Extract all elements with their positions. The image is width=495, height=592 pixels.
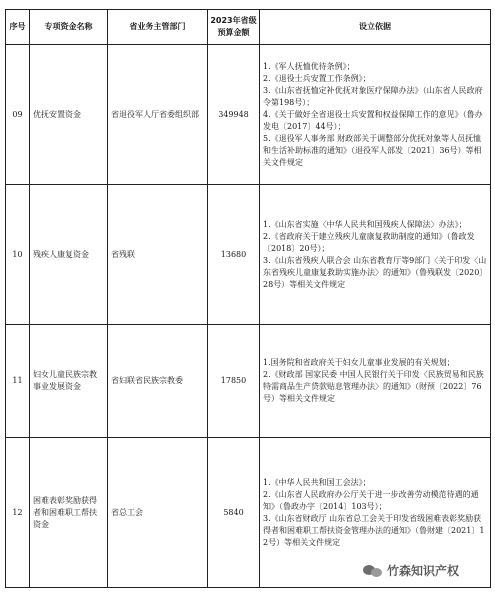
header-row	[6, 10, 491, 45]
basis-item: 3.《山东省抚恤定补优抚对象医疗保障办法》（山东省人民政府令第198号）；	[263, 85, 483, 107]
row-budget: 349948	[208, 45, 260, 185]
row-budget: 5840	[208, 438, 260, 588]
basis-item: 3.《山东省残疾人联合会 山东省教育厅等9部门〈关于印发〈山东省残疾儿童康复救助实施办法〉的通知》（鲁残联发〔2020〕28号）等相关文件规定	[263, 255, 487, 289]
table-row	[6, 325, 491, 438]
row-no: 11	[6, 325, 30, 438]
row-basis	[260, 45, 491, 185]
basis-item: 5.《退役军人事务部 财政部关于调整部分优抚对象等人员抚恤和生活补助标准的通知》（退役军人部发〔2021〕36号）等相关文件规定	[263, 133, 482, 167]
row-dept: 省总工会	[108, 438, 208, 588]
header-budget: 2023年省级预算金额	[208, 10, 260, 45]
row-dept: 省妇联省民族宗教委	[108, 325, 208, 438]
row-no: 12	[6, 438, 30, 588]
row-name: 残疾人康复资金	[30, 185, 108, 325]
basis-item: 3.《山东省财政厅 山东省总工会关于印发省级困难表彰奖励获得者和困难职工帮扶资金管理办法的通知》（鲁财建〔2021〕12号）等相关文件规定	[263, 513, 485, 547]
watermark-text: 竹森知识产权	[387, 564, 460, 578]
table-row	[6, 185, 491, 325]
header-name: 专项资金名称	[30, 10, 108, 45]
row-name: 妇女儿童民族宗教事业发展资金	[30, 325, 108, 438]
row-name: 困难表彰奖励获得者和困难职工帮扶资金	[30, 438, 108, 588]
watermark	[363, 562, 459, 579]
row-dept: 省残联	[108, 185, 208, 325]
header-no: 序号	[6, 10, 30, 45]
row-basis	[260, 185, 491, 325]
row-no: 09	[6, 45, 30, 185]
wechat-icon	[363, 563, 383, 579]
basis-item: 2.《财政部 国家民委 中国人民银行关于印发〈民族贸易和民族特需商品生产贷款贴息管理办法〉的通知》（财预〔2022〕76号）等相关文件规定	[263, 370, 484, 403]
row-name: 优抚安置资金	[30, 45, 108, 185]
row-basis	[260, 325, 491, 438]
basis-item: 1.《山东省实施〈中华人民共和国残疾人保障法〉办法》；	[263, 219, 467, 229]
basis-item: 1.国务院和省政府关于妇女儿童事业发展的有关规划；	[263, 358, 455, 367]
basis-item: 2.《山东省人民政府办公厅关于进一步改善劳动模范待遇的通知》（鲁政办字〔2014〕103号）；	[263, 489, 479, 511]
basis-item: 1.《军人抚恤优待条例》；	[263, 61, 355, 71]
basis-item: 4.《关于做好全省退役士兵安置和权益保障工作的意见》（鲁办发电〔2017〕44号）；	[263, 109, 483, 131]
table-row	[6, 45, 491, 185]
row-budget: 17850	[208, 325, 260, 438]
row-no: 10	[6, 185, 30, 325]
basis-item: 2.《退役士兵安置工作条例》；	[263, 73, 371, 83]
row-budget: 13680	[208, 185, 260, 325]
header-basis: 设立依据	[260, 10, 491, 45]
basis-item: 1.《中华人民共和国工会法》；	[263, 477, 371, 487]
header-dept: 省业务主管部门	[108, 10, 208, 45]
row-dept: 省退役军人厅省委组织部	[108, 45, 208, 185]
funding-table	[5, 9, 491, 588]
basis-item: 2.《省政府关于建立残疾儿童康复救助制度的通知》（鲁政发〔2018〕20号）；	[263, 231, 475, 253]
